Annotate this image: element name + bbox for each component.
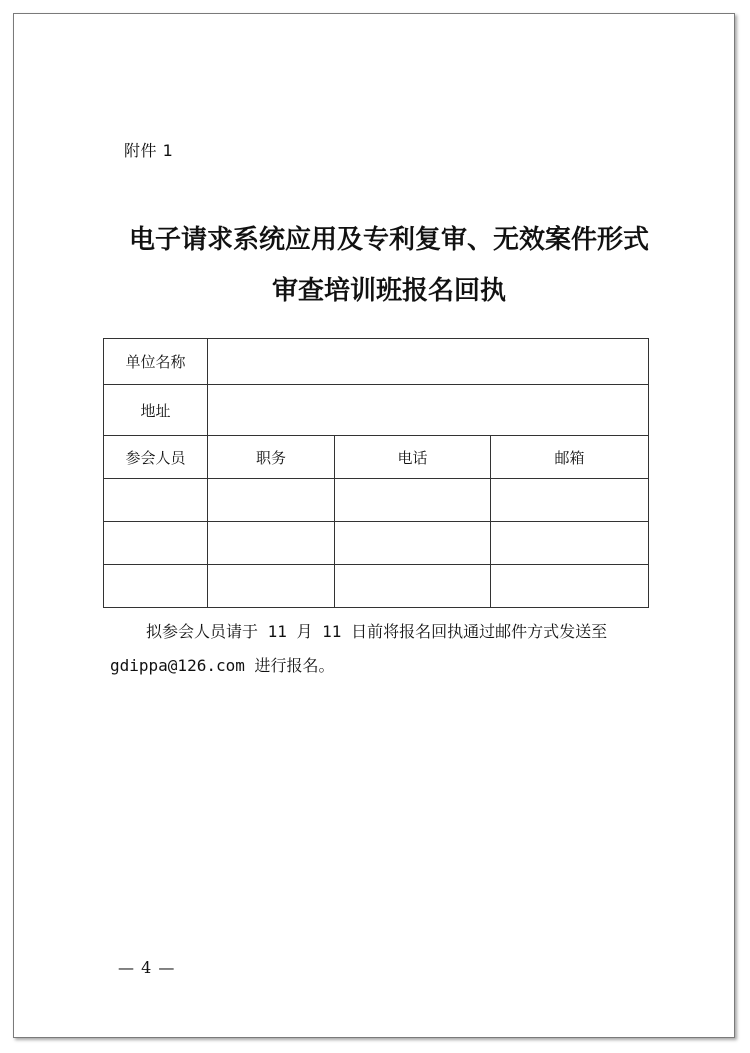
attendee-row	[104, 479, 649, 522]
attendee-header-row	[104, 436, 649, 479]
header-position: 职务	[208, 436, 335, 479]
registration-notice	[110, 615, 670, 683]
header-attendee: 参会人员	[104, 436, 208, 479]
unit-name-row	[104, 339, 649, 385]
registration-form-table	[103, 338, 649, 608]
attendee-phone-cell[interactable]	[335, 522, 491, 565]
attendee-email-cell[interactable]	[491, 565, 649, 608]
notice-line-2: gdippa@126.com 进行报名。	[110, 656, 335, 675]
address-label: 地址	[104, 385, 208, 436]
header-phone: 电话	[335, 436, 491, 479]
header-email: 邮箱	[491, 436, 649, 479]
attachment-label: 附件 1	[124, 141, 174, 160]
attendee-name-cell[interactable]	[104, 479, 208, 522]
address-row	[104, 385, 649, 436]
attendee-position-cell[interactable]	[208, 522, 335, 565]
attendee-name-cell[interactable]	[104, 522, 208, 565]
address-cell[interactable]	[208, 385, 649, 436]
notice-line-1	[110, 615, 670, 649]
unit-name-label: 单位名称	[104, 339, 208, 385]
attendee-row	[104, 522, 649, 565]
attendee-email-cell[interactable]	[491, 479, 649, 522]
document-title-line-1: 电子请求系统应用及专利复审、无效案件形式	[128, 225, 649, 255]
attendee-phone-cell[interactable]	[335, 565, 491, 608]
page-number: — 4 —	[118, 958, 176, 977]
attendee-position-cell[interactable]	[208, 565, 335, 608]
attendee-position-cell[interactable]	[208, 479, 335, 522]
attendee-name-cell[interactable]	[104, 565, 208, 608]
attendee-row	[104, 565, 649, 608]
attendee-email-cell[interactable]	[491, 522, 649, 565]
attendee-phone-cell[interactable]	[335, 479, 491, 522]
notice-text-1: 拟参会人员请于 11 月 11 日前将报名回执通过邮件方式发送至	[146, 622, 608, 641]
document-title-line-2: 审查培训班报名回执	[271, 276, 506, 306]
unit-name-cell[interactable]	[208, 339, 649, 385]
